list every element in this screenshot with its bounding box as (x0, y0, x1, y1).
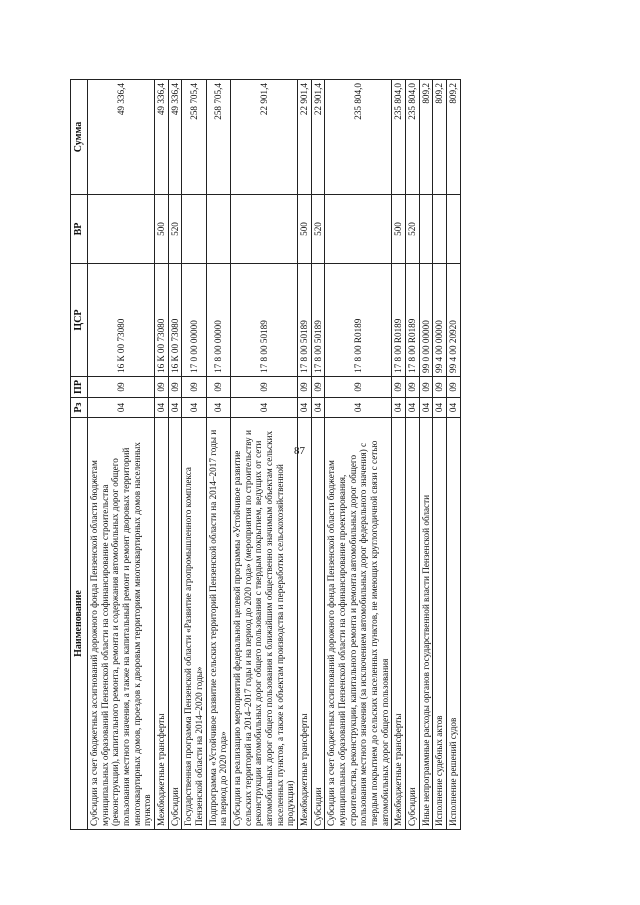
cell-name: Иные непрограммные расходы органов государственной власти Пензенской области (419, 418, 433, 830)
cell-vr (231, 195, 298, 264)
cell-rz: 04 (406, 398, 420, 418)
cell-csr: 99 0 00 00000 (419, 264, 433, 377)
table-row (447, 80, 461, 830)
table-row (155, 80, 169, 830)
cell-csr: 16 К 00 73080 (168, 264, 182, 377)
table-row (325, 80, 392, 830)
cell-csr: 17 8 00 50189 (231, 264, 298, 377)
cell-name: Межбюджетные трансферты (298, 418, 312, 830)
cell-csr: 99 4 00 00000 (433, 264, 447, 377)
cell-rz: 04 (182, 398, 206, 418)
cell-rz: 04 (88, 398, 155, 418)
cell-rz: 04 (155, 398, 169, 418)
cell-name: Межбюджетные трансферты (155, 418, 169, 830)
table-row (311, 80, 325, 830)
cell-pr: 09 (88, 377, 155, 398)
cell-vr (206, 195, 230, 264)
cell-sum: 235 804,0 (406, 80, 420, 195)
cell-csr: 17 8 00 R0189 (406, 264, 420, 377)
cell-pr: 09 (206, 377, 230, 398)
cell-sum: 49 336,4 (168, 80, 182, 195)
table-body (88, 80, 461, 830)
cell-pr: 09 (155, 377, 169, 398)
cell-sum: 22 901,4 (311, 80, 325, 195)
cell-csr: 17 8 00 50189 (311, 264, 325, 377)
cell-csr: 17 8 00 R0189 (325, 264, 392, 377)
cell-sum: 22 901,4 (298, 80, 312, 195)
table-row (298, 80, 312, 830)
cell-vr (88, 195, 155, 264)
cell-pr: 09 (168, 377, 182, 398)
header-csr: ЦСР (71, 264, 88, 377)
cell-rz: 04 (433, 398, 447, 418)
cell-name: Субсидии (168, 418, 182, 830)
table-row (406, 80, 420, 830)
table-row (419, 80, 433, 830)
table-row (168, 80, 182, 830)
cell-rz: 04 (392, 398, 406, 418)
rotated-budget-table-container (70, 80, 572, 830)
cell-vr (182, 195, 206, 264)
cell-name: Межбюджетные трансферты (392, 418, 406, 830)
cell-sum: 258 705,4 (206, 80, 230, 195)
table-row (392, 80, 406, 830)
cell-vr (325, 195, 392, 264)
header-vr: ВР (71, 195, 88, 264)
table-row (433, 80, 447, 830)
cell-name: Субсидии за счет бюджетных ассигнований дорожного фонда Пензенской области бюджетам муниципальных образований Пензенской области на софинансирование проектирования, строительства, реконструкции, капитального ремонта и ремонта автомобильных дорог общего пользования местного значения (за исключением автомобильных дорог федерального значения) с твердым покрытием до сельских населенных пунктов, не имеющих круглогодичной связи с сетью автомобильных дорог общего пользования (325, 418, 392, 830)
cell-csr: 17 0 00 00000 (182, 264, 206, 377)
header-name: Наименование (71, 418, 88, 830)
cell-name: Субсидии за счет бюджетных ассигнований дорожного фонда Пензенской области бюджетам муниципальных образований Пензенской области на софинансирование строительства (реконструкции), капитального ремонта, ремонта и содержания автомобильных дорог общего пользования местного значения, а также на капитальный ремонт и ремонт дворовых территорий многоквартирных домов, проездов к дворовым территориям многоквартирных домов населенных пунктов (88, 418, 155, 830)
cell-csr: 17 8 00 50189 (298, 264, 312, 377)
table-row (182, 80, 206, 830)
cell-sum: 258 705,4 (182, 80, 206, 195)
cell-rz: 04 (231, 398, 298, 418)
cell-vr: 520 (168, 195, 182, 264)
cell-vr (419, 195, 433, 264)
cell-sum: 49 336,4 (88, 80, 155, 195)
cell-pr: 09 (419, 377, 433, 398)
cell-sum: 235 804,0 (392, 80, 406, 195)
cell-vr: 520 (311, 195, 325, 264)
cell-pr: 09 (311, 377, 325, 398)
cell-sum: 22 901,4 (231, 80, 298, 195)
cell-rz: 04 (168, 398, 182, 418)
cell-vr: 500 (155, 195, 169, 264)
cell-csr: 16 К 00 73080 (88, 264, 155, 377)
cell-vr (447, 195, 461, 264)
cell-rz: 04 (447, 398, 461, 418)
table-row (88, 80, 155, 830)
header-row (71, 80, 88, 830)
page-number: 87 (294, 445, 305, 457)
cell-sum: 809,2 (419, 80, 433, 195)
cell-pr: 09 (406, 377, 420, 398)
cell-csr: 99 4 00 20920 (447, 264, 461, 377)
cell-rz: 04 (419, 398, 433, 418)
cell-name: Исполнение судебных актов (433, 418, 447, 830)
cell-vr: 500 (298, 195, 312, 264)
cell-vr: 500 (392, 195, 406, 264)
cell-pr: 09 (392, 377, 406, 398)
cell-sum: 235 804,0 (325, 80, 392, 195)
cell-rz: 04 (325, 398, 392, 418)
header-pr: ПР (71, 377, 88, 398)
cell-name: Исполнение решений судов (447, 418, 461, 830)
table-row (206, 80, 230, 830)
cell-name: Государственная программа Пензенской области «Развитие агропромышленного комплекса Пензенской области на 2014–2020 годы» (182, 418, 206, 830)
cell-csr: 17 8 00 00000 (206, 264, 230, 377)
table-row (231, 80, 298, 830)
cell-name: Подпрограмма «Устойчивое развитие сельских территорий Пензенской области на 2014–2017 годы и на период до 2020 года» (206, 418, 230, 830)
cell-rz: 04 (311, 398, 325, 418)
cell-pr: 09 (298, 377, 312, 398)
cell-rz: 04 (298, 398, 312, 418)
cell-name: Субсидии на реализацию мероприятий федеральной целевой программы «Устойчивое развитие сельских территорий на 2014–2017 годы и на период до 2020 года» (мероприятия по строительству и реконструкции автомобильных дорог общего пользования с твердым покрытием, ведущих от сети автомобильных дорог общего пользования к ближайшим общественно значимым объектам сельских населенных пунктов, а также к объектам производства и переработки сельскохозяйственной продукции) (231, 418, 298, 830)
table-header (71, 80, 88, 830)
cell-sum: 809,2 (447, 80, 461, 195)
cell-vr (433, 195, 447, 264)
cell-name: Субсидии (406, 418, 420, 830)
cell-sum: 49 336,4 (155, 80, 169, 195)
header-rz: Рз (71, 398, 88, 418)
budget-table (70, 79, 461, 830)
cell-sum: 809,2 (433, 80, 447, 195)
cell-pr: 09 (325, 377, 392, 398)
cell-name: Субсидии (311, 418, 325, 830)
cell-csr: 17 8 00 R0189 (392, 264, 406, 377)
cell-rz: 04 (206, 398, 230, 418)
cell-pr: 09 (182, 377, 206, 398)
header-sum: Сумма (71, 80, 88, 195)
cell-vr: 520 (406, 195, 420, 264)
cell-pr: 09 (231, 377, 298, 398)
cell-pr: 09 (447, 377, 461, 398)
cell-csr: 16 К 00 73080 (155, 264, 169, 377)
cell-pr: 09 (433, 377, 447, 398)
